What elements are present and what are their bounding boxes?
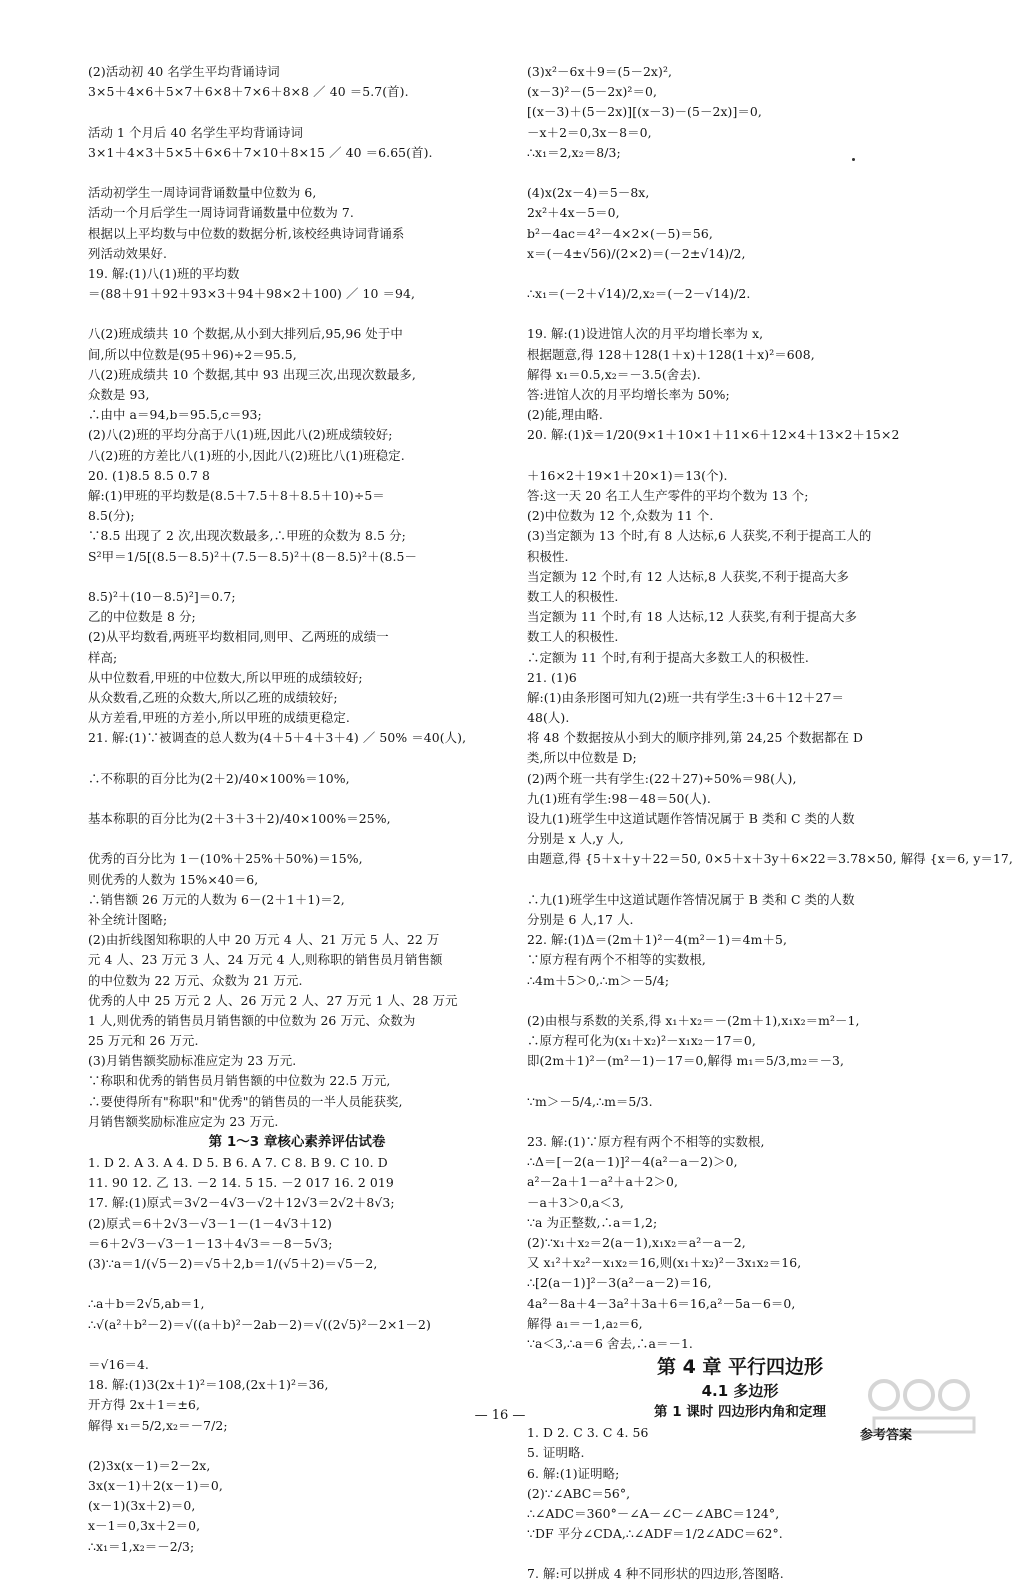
text-line: 4a²－8a＋4－3a²＋3a＋6＝16,a²－5a－6＝0, [527,1295,796,1311]
text-line: (2)能,理由略. [527,407,603,423]
text-line: 九(1)班有学生:98－48＝50(人). [527,790,711,806]
text-line: x＝(－4±√56)/(2×2)＝(－2±√14)/2, [527,245,746,261]
text-line: (4)x(2x－4)＝5－8x, [527,185,650,201]
text-line: (3)当定额为 13 个时,有 8 人达标,6 人获奖,不利于提高工人的 [527,528,872,544]
text-line: ∵a 为正整数,∴a＝1,2; [527,1214,658,1230]
text-line: 活动初学生一周诗词背诵数量中位数为 6, [88,185,317,201]
text-line: ∴由中 a＝94,b＝95.5,c＝93; [88,407,262,423]
text-line: 6. 解:(1)证明略; [527,1465,620,1481]
text-line: 解得 a₁＝－1,a₂＝6, [527,1315,643,1331]
text-line: 17. 解:(1)原式＝3√2－4√3－√2＋12√3＝2√2＋8√3; [88,1195,395,1211]
text-line: 乙的中位数是 8 分; [88,609,196,625]
text-line: 20. (1)8.5 8.5 0.7 8 [88,467,211,483]
text-line: 1. D 2. C 3. C 4. 56 [527,1425,649,1441]
text-line: 将 48 个数据按从小到大的顺序排列,第 24,25 个数据都在 D [527,730,864,746]
text-line: 22. 解:(1)Δ＝(2m＋1)²－4(m²－1)＝4m＋5, [527,932,788,948]
text-line: ∴[2(a－1)]²－3(a²－a－2)＝16, [527,1275,712,1291]
left-column [88,62,506,1577]
text-line: (2)∵∠ABC＝56°, [527,1485,631,1501]
text-line: 48(人). [527,710,570,726]
text-line: (2)∵x₁＋x₂＝2(a－1),x₁x₂＝a²－a－2, [527,1235,746,1250]
text-line: 25 万元和 26 万元. [88,1033,199,1049]
text-line: (x－1)(3x＋2)＝0, [88,1498,196,1514]
text-line: 从众数看,乙班的众数大,所以乙班的成绩较好; [88,689,338,705]
text-line: 优秀的百分比为 1－(10%＋25%＋50%)＝15%, [88,851,363,867]
text-line: 当定额为 11 个时,有 18 人达标,12 人获奖,有利于提高大多 [527,609,858,625]
text-line: 8.5(分); [88,508,135,524]
text-line: 的中位数为 22 万元、众数为 21 万元. [88,972,303,988]
print-dot [852,158,855,161]
text-line: 19. 解:(1)八(1)班的平均数 [88,265,240,281]
text-line: 1 人,则优秀的销售员月销售额的中位数为 26 万元、众数为 [88,1012,416,1028]
text-line: 样高; [88,649,118,665]
text-line: 答:这一天 20 名工人生产零件的平均个数为 13 个; [527,488,809,503]
text-line: (3)月销售额奖励标准应定为 23 万元. [88,1053,297,1069]
text-line: 2x²＋4x－5＝0, [527,205,620,221]
text-line: ＝√16＝4. [88,1356,149,1372]
text-line: (2)原式＝6＋2√3－√3－1－(1－4√3＋12) [88,1215,332,1231]
text-line: 答:进馆人次的月平均增长率为 50%; [527,387,730,403]
text-line: 月销售额奖励标准应定为 23 万元. [88,1113,279,1129]
text-line: ∴销售额 26 万元的人数为 6－(2＋1＋1)＝2, [88,891,345,907]
text-line: 积极性. [527,548,569,564]
text-line: ∵8.5 出现了 2 次,出现次数最多,∴甲班的众数为 8.5 分; [88,528,406,544]
chapter-title: 第 4 章 平行四边形 [656,1356,824,1379]
text-line: ∴a＋b＝2√5,ab＝1, [88,1296,205,1312]
text-line: (2)由根与系数的关系,得 x₁＋x₂＝－(2m＋1),x₁x₂＝m²－1, [527,1012,860,1028]
text-line: 20. 解:(1)x̄＝1/20(9×1＋10×1＋11×6＋12×4＋13×2＋15×2 [527,427,900,443]
text-line: ∴∠ADC＝360°－∠A－∠C－∠ABC＝124°, [527,1505,780,1521]
text-line: 1. D 2. A 3. A 4. D 5. B 6. A 7. C 8. B 9. C 10. D [88,1155,388,1171]
text-line: 开方得 2x＋1＝±6, [88,1397,201,1413]
text-line: (2)3x(x－1)＝2－2x, [88,1457,211,1473]
text-line: 分别是 x 人,y 人, [527,831,624,847]
text-line: 11. 90 12. 乙 13. －2 14. 5 15. －2 017 16. 2 019 [88,1175,394,1191]
text-line: 根据题意,得 128＋128(1＋x)＋128(1＋x)²＝608, [527,346,815,362]
text-line: 18. 解:(1)3(2x＋1)²＝108,(2x＋1)²＝36, [88,1377,329,1393]
text-line: ∴定额为 11 个时,有利于提高大多数工人的积极性. [527,649,809,665]
text-line: (2)活动初 40 名学生平均背诵诗词 [88,64,280,79]
text-line: b²－4ac＝4²－4×2×(－5)＝56, [527,225,713,241]
text-line: ∴x₁＝2,x₂＝8/3; [527,144,621,160]
text-line: ＝(88＋91＋92＋93×3＋94＋98×2＋100) ／ 10 ＝94, [88,286,416,302]
text-line: 19. 解:(1)设进馆人次的月平均增长率为 x, [527,326,764,342]
text-line: 根据以上平均数与中位数的数据分析,该校经典诗词背诵系 [88,225,405,241]
text-line: 优秀的人中 25 万元 2 人、26 万元 2 人、27 万元 1 人、28 万元 [88,992,458,1008]
text-line: (x－3)²－(5－2x)²＝0, [527,84,657,100]
text-line: ∴x₁＝1,x₂＝－2/3; [88,1538,195,1554]
text-line: ∴原方程可化为(x₁＋x₂)²－x₁x₂－17＝0, [527,1033,756,1049]
text-line: 23. 解:(1)∵原方程有两个不相等的实数根, [527,1134,765,1150]
text-line: (2)从平均数看,两班平均数相同,则甲、乙两班的成绩一 [88,629,389,645]
text-line: 当定额为 12 个时,有 12 人达标,8 人获奖,不利于提高大多 [527,568,850,584]
text-line: (2)八(2)班的平均分高于八(1)班,因此八(2)班成绩较好; [88,427,393,443]
text-line: 众数是 93, [88,387,150,403]
text-line: 八(2)班的方差比八(1)班的小,因此八(2)班比八(1)班稳定. [88,447,405,463]
text-line: －a＋3＞0,a＜3, [527,1194,624,1210]
text-line: ＝6＋2√3－√3－1－13＋4√3＝－8－5√3; [88,1235,333,1251]
text-line: 设九(1)班学生中这道试题作答情况属于 B 类和 C 类的人数 [527,811,855,826]
text-line: 3×1＋4×3＋5×5＋6×6＋7×10＋8×15 ／ 40 ＝6.65(首). [88,144,433,160]
text-line: 八(2)班成绩共 10 个数据,其中 93 出现三次,出现次数最多, [88,366,416,382]
text-line: 7. 解:可以拼成 4 种不同形状的四边形,答图略. [527,1566,784,1582]
text-line: S²甲＝1/5[(8.5－8.5)²＋(7.5－8.5)²＋(8－8.5)²＋(8.5－ [88,548,418,564]
text-line: ∵称职和优秀的销售员月销售额的中位数为 22.5 万元, [88,1073,391,1089]
text-line: 解:(1)甲班的平均数是(8.5＋7.5＋8＋8.5＋10)÷5＝ [88,487,385,503]
text-line: 解得 x₁＝5/2,x₂＝－7/2; [88,1417,228,1433]
section-title: 4.1 多边形 [701,1382,779,1401]
text-line: ∵原方程有两个不相等的实数根, [527,952,706,968]
text-line: 8.5)²＋(10－8.5)²]＝0.7; [88,588,236,604]
text-line: ∴4m＋5＞0,∴m＞－5/4; [527,972,670,988]
text-line: 5. 证明略. [527,1445,585,1461]
text-line: ∴九(1)班学生中这道试题作答情况属于 B 类和 C 类的人数 [527,891,855,907]
text-line: ∵DF 平分∠CDA,∴∠ADF＝1/2∠ADC＝62°. [527,1526,783,1542]
text-line: 又 x₁²＋x₂²－x₁x₂＝16,则(x₁＋x₂)²－3x₁x₂＝16, [527,1255,802,1271]
text-line: 基本称职的百分比为(2＋3＋3＋2)/40×100%＝25%, [88,811,391,827]
text-line: (3)x²－6x＋9＝(5－2x)², [527,64,673,79]
text-line: 由题意,得 {5＋x＋y＋22＝50, 0×5＋x＋3y＋6×22＝3.78×50, 解得 {x＝6, y＝17, [527,851,1013,867]
text-line: 即(2m＋1)²－(m²－1)－17＝0,解得 m₁＝5/3,m₂＝－3, [527,1053,845,1069]
footer-label: 参考答案 [860,1428,913,1443]
text-line: 类,所以中位数是 D; [527,750,637,766]
text-line: －x＋2＝0,3x－8＝0, [527,124,652,140]
text-line: ∵a＜3,∴a＝6 舍去,∴a＝－1. [527,1335,693,1351]
text-line: ∴Δ＝[－2(a－1)]²－4(a²－a－2)＞0, [527,1154,738,1170]
text-line: 21. 解:(1)∵被调查的总人数为(4＋5＋4＋3＋4) ／ 50% ＝40(人), [88,730,467,746]
text-line: (2)两个班一共有学生:(22＋27)÷50%＝98(人), [527,770,797,786]
text-line: 21. (1)6 [527,669,577,685]
text-line: 从方差看,甲班的方差小,所以甲班的成绩更稳定. [88,710,350,726]
text-line: x－1＝0,3x＋2＝0, [88,1518,201,1534]
text-line: 列活动效果好. [88,245,167,261]
text-line: (2)中位数为 12 个,众数为 11 个. [527,508,714,524]
text-line: ∴√(a²＋b²－2)＝√((a＋b)²－2ab－2)＝√((2√5)²－2×1－2) [88,1316,431,1332]
text-line: 解:(1)由条形图可知九(2)班一共有学生:3＋6＋12＋27＝ [527,689,844,705]
text-line: 元 4 人、23 万元 3 人、24 万元 4 人,则称职的销售员月销售额 [88,952,443,968]
watermark-icon [864,1370,984,1440]
text-line: 活动一个月后学生一周诗词背诵数量中位数为 7. [88,205,354,221]
page-number: — 16 — [474,1408,526,1423]
text-line: 八(2)班成绩共 10 个数据,从小到大排列后,95,96 处于中 [88,326,403,342]
text-line: ∴x₁＝(－2＋√14)/2,x₂＝(－2－√14)/2. [527,286,751,302]
text-line: ∴要使得所有"称职"和"优秀"的销售员的一半人员能获奖, [88,1093,403,1109]
text-line: ∴不称职的百分比为(2＋2)/40×100%＝10%, [88,770,350,786]
text-line: ∵m＞－5/4,∴m＝5/3. [527,1093,653,1109]
text-line: (2)由折线图知称职的人中 20 万元 4 人、21 万元 5 人、22 万 [88,932,440,948]
text-line: 则优秀的人数为 15%×40＝6, [88,871,259,887]
text-line: 分别是 6 人,17 人. [527,911,634,927]
right-column [527,62,1013,1585]
text-line: 补全统计图略; [88,911,168,927]
text-line: a²－2a＋1－a²＋a＋2＞0, [527,1174,678,1190]
text-line: (3)∵a＝1/(√5－2)＝√5＋2,b＝1/(√5＋2)＝√5－2, [88,1255,378,1271]
text-line: 数工人的积极性. [527,588,619,604]
text-line: 数工人的积极性. [527,629,619,645]
text-line: 间,所以中位数是(95＋96)÷2＝95.5, [88,346,297,362]
lesson-title: 第 1 课时 四边形内角和定理 [654,1404,826,1421]
text-line: 3x(x－1)＋2(x－1)＝0, [88,1478,223,1494]
text-line: 解得 x₁＝0.5,x₂＝－3.5(舍去). [527,366,701,382]
text-line: [(x－3)＋(5－2x)][(x－3)－(5－2x)]＝0, [527,104,762,120]
text-line: 3×5＋4×6＋5×7＋6×8＋7×6＋8×8 ／ 40 ＝5.7(首). [88,84,409,100]
text-line: ＋16×2＋19×1＋20×1)＝13(个). [527,467,728,483]
section-title: 第 1～3 章核心素养评估试卷 [208,1134,386,1151]
text-line: 从中位数看,甲班的中位数大,所以甲班的成绩较好; [88,669,363,685]
text-line: 活动 1 个月后 40 名学生平均背诵诗词 [88,124,303,140]
